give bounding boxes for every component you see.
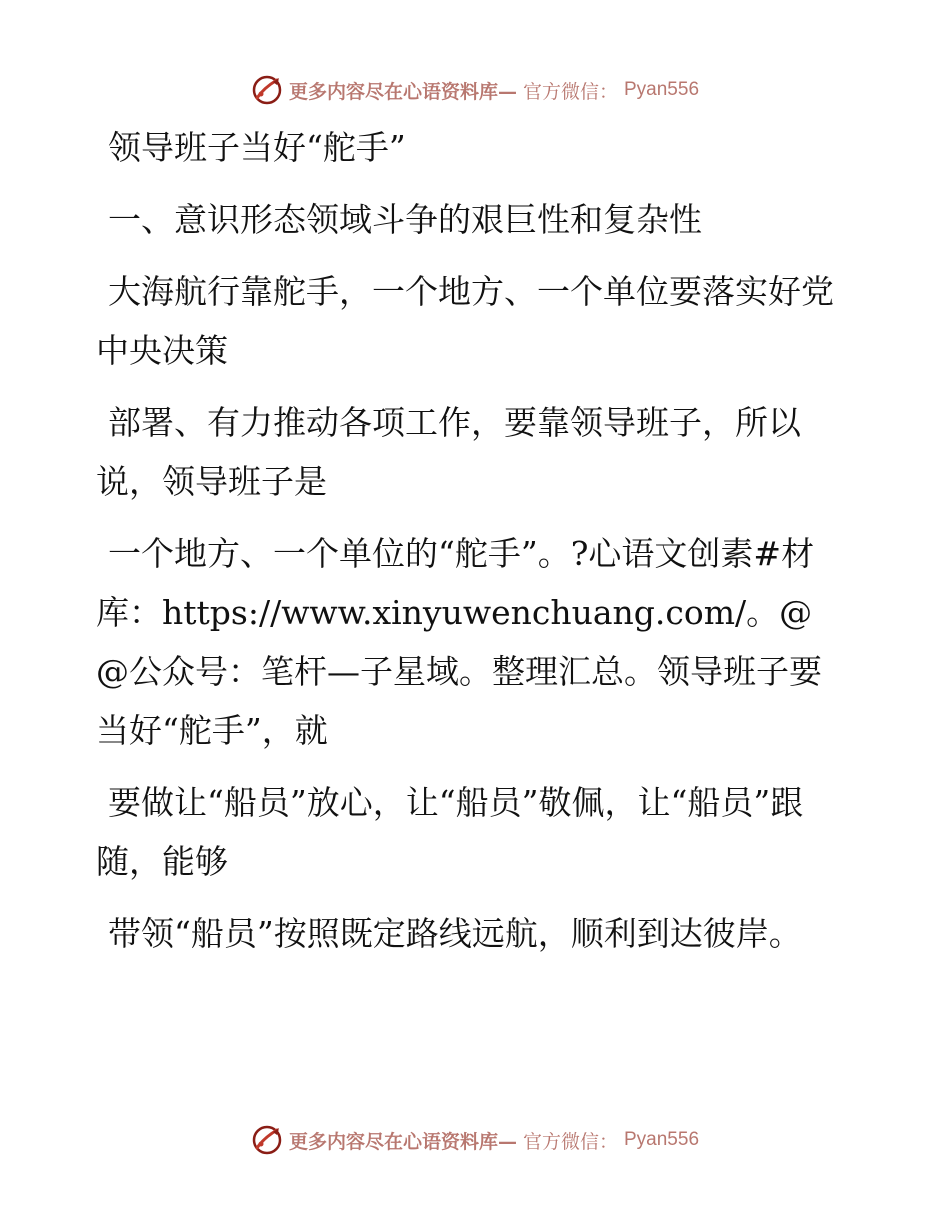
paragraph-2: 部署、有力推动各项工作，要靠领导班子，所以说，领导班子是 xyxy=(96,403,801,501)
footer-banner-text: 更多内容尽在心语资料库— xyxy=(288,1130,517,1153)
document-body xyxy=(96,118,836,963)
paragraph-5: 带领“船员”按照既定路线远航，顺利到达彼岸。 xyxy=(108,914,802,953)
paragraph-4: 要做让“船员”放心，让“船员”敬佩，让“船员”跟随，能够 xyxy=(96,783,804,881)
header-wechat-id: Pyan556 xyxy=(624,79,700,100)
pen-logo-icon xyxy=(251,1124,283,1156)
footer-banner-inner xyxy=(251,1124,699,1156)
header-banner-inner xyxy=(251,74,699,106)
pen-logo-icon xyxy=(251,74,283,106)
footer-wechat-id: Pyan556 xyxy=(624,1129,700,1150)
document-title: 领导班子当好“舵手” xyxy=(108,128,406,167)
paragraph-3: 一个地方、一个单位的“舵手”。?心语文创素#材库：https://www.xinyuwenchuang.com/。@@公众号：笔杆—子星域。整理汇总。领导班子要当好“舵手”，就 xyxy=(96,534,822,750)
footer-wechat-label: 官方微信： xyxy=(522,1130,618,1153)
section-heading: 一、意识形态领域斗争的艰巨性和复杂性 xyxy=(108,200,702,239)
header-banner xyxy=(0,70,950,110)
paragraph-1: 大海航行靠舵手，一个地方、一个单位要落实好党中央决策 xyxy=(96,272,834,370)
header-banner-text: 更多内容尽在心语资料库— xyxy=(288,80,517,103)
footer-banner xyxy=(0,1120,950,1160)
header-wechat-label: 官方微信： xyxy=(522,80,618,103)
